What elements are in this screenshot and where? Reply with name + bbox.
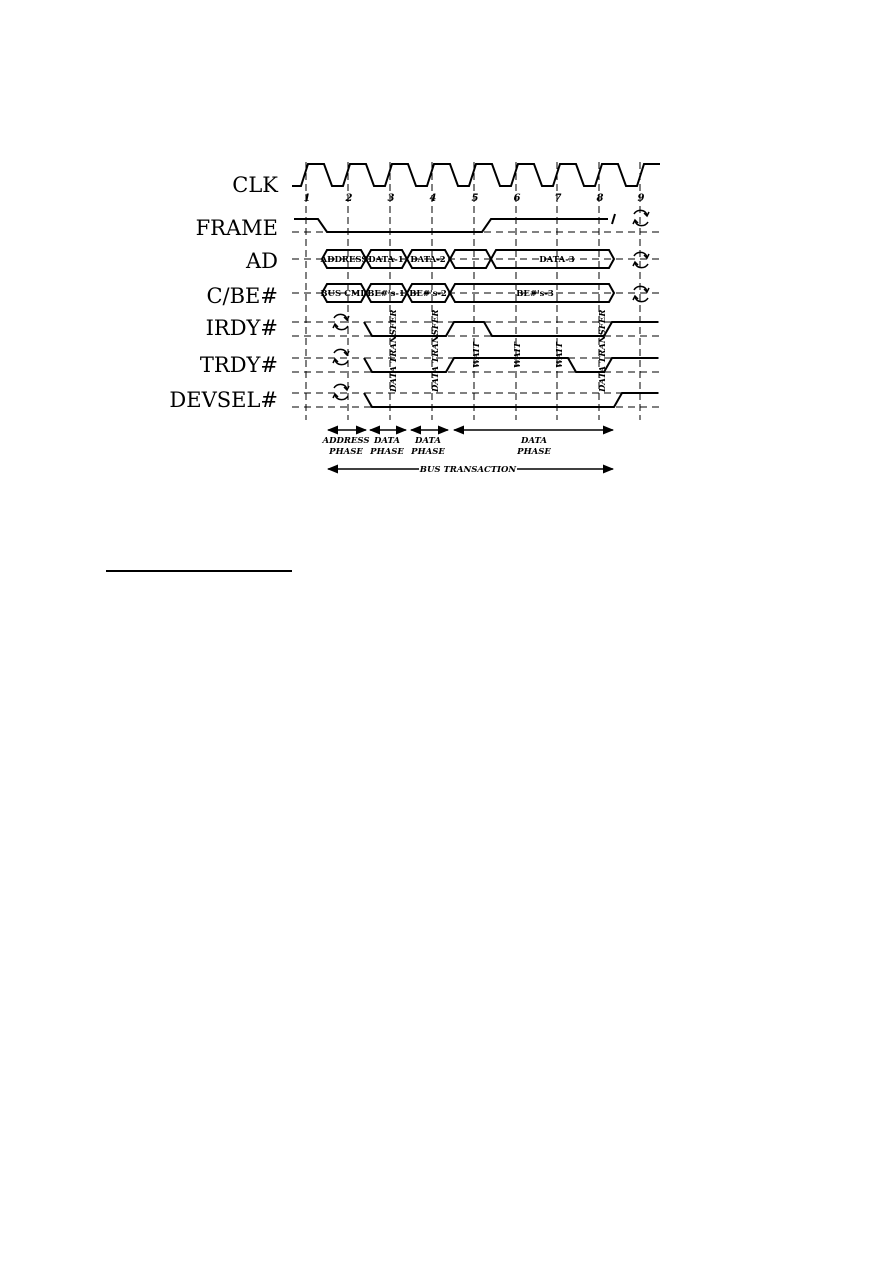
data-transfer-annotation-3: DATA TRANSFER bbox=[598, 309, 608, 392]
signal-label-clk: CLK bbox=[232, 173, 278, 197]
cbe-segment-bus-cmd: BUS CMD bbox=[320, 289, 368, 299]
data-phase-3-label-line1: DATA bbox=[521, 436, 547, 446]
frame-signal bbox=[292, 210, 660, 232]
horizontal-rule bbox=[106, 570, 292, 572]
devsel-waveform bbox=[364, 393, 658, 407]
clock-number-5: 5 bbox=[471, 193, 479, 204]
ad-segment-data-2: DATA-2 bbox=[410, 255, 446, 265]
data-transfer-annotation-1: DATA TRANSFER bbox=[389, 309, 399, 392]
frame-turnaround-icon bbox=[633, 210, 649, 225]
signal-label-cbe: C/BE# bbox=[206, 284, 278, 308]
signal-labels bbox=[169, 173, 278, 412]
clock-number-3: 3 bbox=[387, 193, 395, 204]
phase-indicators bbox=[322, 430, 613, 475]
cbe-segment-be-2: BE#'s-2 bbox=[409, 289, 447, 299]
signal-label-frame: FRAME bbox=[195, 216, 278, 240]
data-transfer-annotation-2: DATA TRANSFER bbox=[431, 309, 441, 392]
cbe-bus bbox=[292, 284, 660, 302]
bus-transaction-label: BUS TRANSACTION bbox=[419, 465, 517, 475]
signal-label-devsel: DEVSEL# bbox=[169, 388, 278, 412]
frame-continuation-tick bbox=[612, 214, 615, 224]
clock-number-8: 8 bbox=[596, 193, 604, 204]
clock-number-1: 1 bbox=[303, 193, 311, 204]
wait-annotation-2: WAIT bbox=[513, 342, 523, 368]
cbe-segment-be-3: BE#'s-3 bbox=[516, 289, 554, 299]
cbe-turnaround-icon bbox=[633, 286, 649, 301]
signal-label-irdy: IRDY# bbox=[205, 316, 278, 340]
signal-label-ad: AD bbox=[245, 249, 278, 273]
data-phase-3-label-line2: PHASE bbox=[517, 447, 551, 457]
clock-number-7: 7 bbox=[554, 193, 562, 204]
cbe-segment-be-1: BE#'s-1 bbox=[367, 289, 405, 299]
trdy-waveform bbox=[364, 358, 658, 372]
data-phase-1-label-line1: DATA bbox=[374, 436, 400, 446]
irdy-waveform bbox=[364, 322, 658, 336]
ad-segment-data-1: DATA-1 bbox=[368, 255, 404, 265]
clock-number-2: 2 bbox=[345, 193, 353, 204]
address-phase-label-line2: PHASE bbox=[329, 447, 363, 457]
clock-number-6: 6 bbox=[513, 193, 521, 204]
trdy-turnaround-icon bbox=[333, 349, 349, 364]
frame-waveform bbox=[294, 219, 608, 232]
ad-bus bbox=[292, 250, 660, 268]
signal-label-trdy: TRDY# bbox=[199, 353, 278, 377]
data-phase-2-label-line1: DATA bbox=[415, 436, 441, 446]
ad-segment-data-3: DATA-3 bbox=[539, 255, 575, 265]
clock-number-4: 4 bbox=[429, 193, 437, 204]
clock-number-9: 9 bbox=[637, 193, 645, 204]
ad-segment-address: ADDRESS bbox=[320, 255, 368, 265]
data-phase-2-label-line2: PHASE bbox=[411, 447, 445, 457]
wait-annotation-3: WAIT bbox=[555, 342, 565, 368]
devsel-turnaround-icon bbox=[333, 384, 349, 399]
wait-annotation-1: WAIT bbox=[472, 342, 482, 368]
address-phase-label-line1: ADDRESS bbox=[322, 436, 370, 446]
ad-turnaround-icon bbox=[633, 252, 649, 267]
data-phase-1-label-line2: PHASE bbox=[370, 447, 404, 457]
clk-waveform bbox=[292, 164, 660, 186]
clk-signal bbox=[292, 164, 660, 204]
